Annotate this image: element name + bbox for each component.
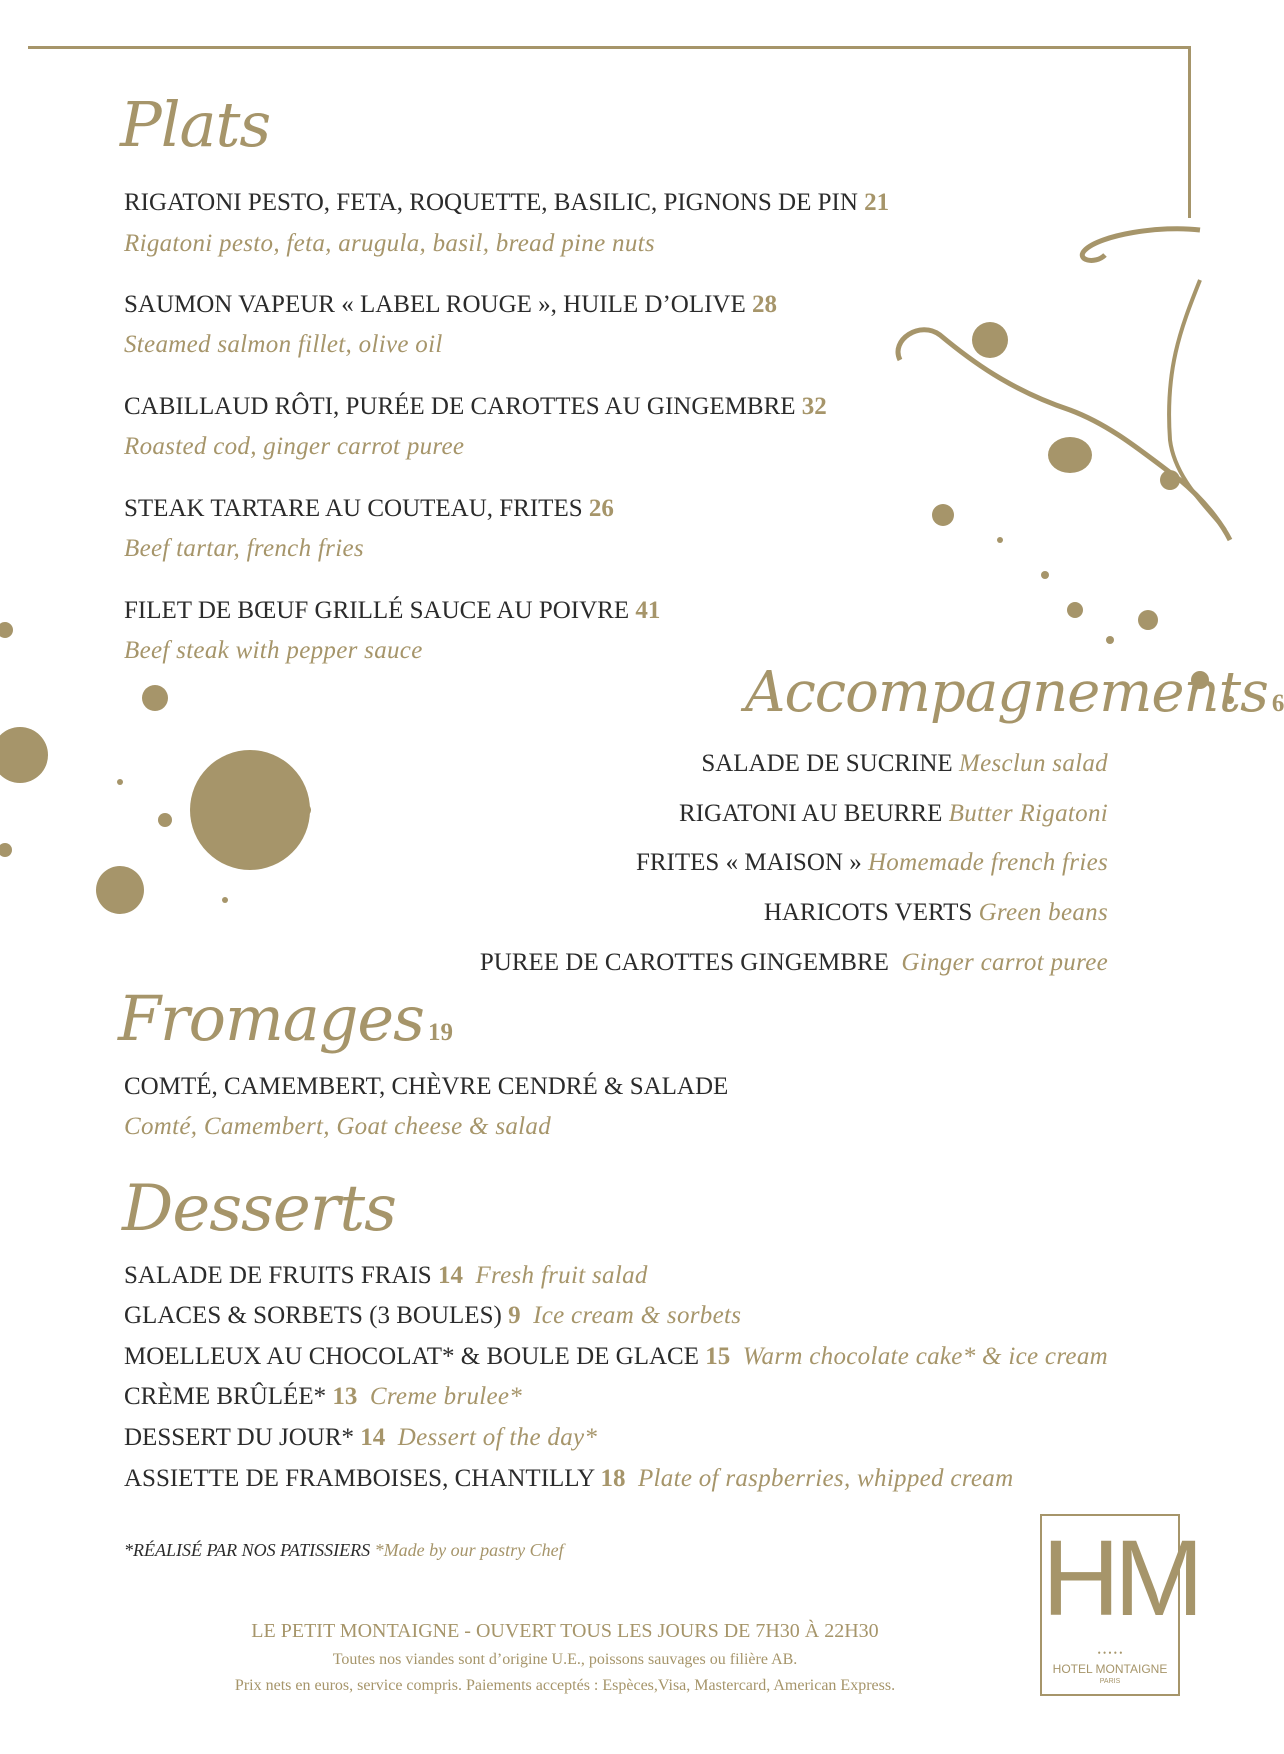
- dessert-2: GLACES & SORBETS (3 BOULES) 9 Ice cream & sorbets: [124, 1302, 742, 1329]
- accompagnement-3: FRITES « MAISON » Homemade french fries: [635, 849, 1108, 876]
- accompagnement-4: HARICOTS VERTS Green beans: [763, 899, 1108, 926]
- desserts-title: Desserts: [122, 1172, 396, 1246]
- footer-origin: Toutes nos viandes sont d’origine U.E., poissons sauvages ou filière AB.: [332, 1651, 798, 1668]
- accompagnement-1: SALADE DE SUCRINE Mesclun salad: [701, 750, 1108, 777]
- logo-name: HOTEL MONTAIGNE: [1052, 1662, 1168, 1676]
- plat-1-en: Rigatoni pesto, feta, arugula, basil, bread pine nuts: [124, 230, 655, 257]
- logo-city: PARIS: [1099, 1678, 1121, 1685]
- frame-top-line: [28, 46, 1190, 49]
- dessert-4: CRÈME BRÛLÉE* 13 Creme brulee*: [124, 1383, 523, 1410]
- dessert-3: MOELLEUX AU CHOCOLAT* & BOULE DE GLACE 15 Warm chocolate cake* & ice cream: [124, 1343, 1108, 1370]
- dessert-6: ASSIETTE DE FRAMBOISES, CHANTILLY 18 Plate of raspberries, whipped cream: [124, 1465, 1014, 1492]
- logo-stars: • • • • •: [1097, 1648, 1123, 1658]
- plat-3-fr: CABILLAUD RÔTI, PURÉE DE CAROTTES AU GINGEMBRE 32: [124, 393, 827, 420]
- accompagnements-title: Accompagnements: [745, 660, 1268, 725]
- fromages-title: Fromages: [118, 982, 424, 1055]
- dessert-5: DESSERT DU JOUR* 14 Dessert of the day*: [124, 1424, 598, 1451]
- accompagnement-2: RIGATONI AU BEURRE Butter Rigatoni: [678, 800, 1108, 827]
- frame-right-line: [1188, 46, 1191, 218]
- logo-monogram: HM: [1042, 1517, 1198, 1638]
- fromages-header: [118, 982, 453, 1055]
- accompagnement-5: PUREE DE CAROTTES GINGEMBRE Ginger carrot puree: [479, 949, 1108, 976]
- footer-payment: Prix nets en euros, service compris. Paiements acceptés : Espèces,Visa, Mastercard, American Express.: [234, 1677, 896, 1694]
- plat-4-fr: STEAK TARTARE AU COUTEAU, FRITES 26: [124, 495, 614, 522]
- plats-title: Plats: [120, 88, 271, 161]
- plat-5-en: Beef steak with pepper sauce: [124, 637, 423, 664]
- dessert-1: SALADE DE FRUITS FRAIS 14 Fresh fruit salad: [124, 1262, 648, 1289]
- plat-3-en: Roasted cod, ginger carrot puree: [124, 433, 465, 460]
- pastry-note: *RÉALISÉ PAR NOS PATISSIERS *Made by our pastry Chef: [124, 1540, 564, 1560]
- accompagnements-header: [745, 660, 1284, 725]
- plat-2-fr: SAUMON VAPEUR « LABEL ROUGE », HUILE D’OLIVE 28: [124, 291, 777, 318]
- fromages-fr: COMTÉ, CAMEMBERT, CHÈVRE CENDRÉ & SALADE: [124, 1073, 729, 1100]
- hotel-montaigne-logo: [1040, 1514, 1198, 1696]
- fromages-en: Comté, Camembert, Goat cheese & salad: [124, 1113, 552, 1140]
- accompagnements-price: 6: [1271, 690, 1284, 717]
- plat-5-fr: FILET DE BŒUF GRILLÉ SAUCE AU POIVRE 41: [124, 597, 661, 624]
- fromages-price: 19: [427, 1019, 453, 1046]
- plat-2-en: Steamed salmon fillet, olive oil: [124, 331, 443, 358]
- plat-1-fr: RIGATONI PESTO, FETA, ROQUETTE, BASILIC, PIGNONS DE PIN 21: [124, 189, 890, 216]
- footer-hours: LE PETIT MONTAIGNE - OUVERT TOUS LES JOURS DE 7H30 À 22H30: [251, 1620, 879, 1642]
- plat-4-en: Beef tartar, french fries: [124, 535, 364, 562]
